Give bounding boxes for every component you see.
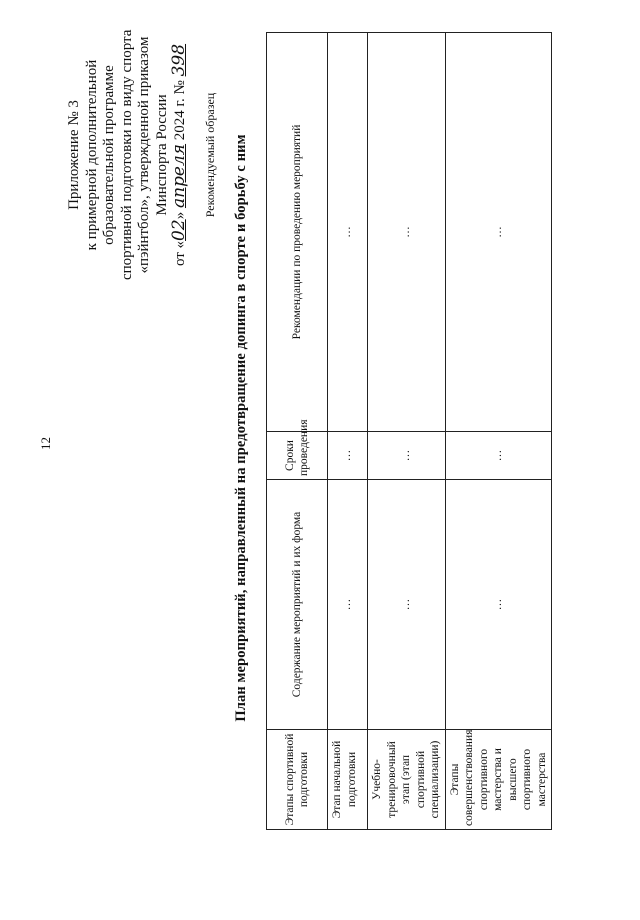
appendix-line: «пэйнтбол», утвержденной приказом — [136, 36, 152, 274]
table-row — [368, 33, 446, 830]
content-cell: … — [368, 480, 446, 730]
year-text: 2024 г. № — [172, 80, 188, 141]
appendix-line: спортивной подготовки по виду спорта — [118, 29, 135, 280]
recommended-sample-label: Рекомендуемый образец — [203, 92, 217, 218]
handwritten-day: 02 — [169, 219, 189, 241]
timing-cell: … — [328, 432, 368, 480]
table-header-row — [267, 33, 328, 830]
column-header: Содержание мероприятий и их форма — [267, 480, 328, 730]
page-number: 12 — [38, 437, 53, 450]
appendix-line: образовательной программе — [101, 65, 117, 245]
timing-cell: … — [368, 432, 446, 480]
recommendations-cell: … — [368, 33, 446, 432]
date-prefix: от « — [172, 240, 188, 267]
day-close: » — [172, 211, 188, 220]
table-row — [445, 33, 552, 830]
stage-cell: Этап начальной подготовки — [328, 730, 368, 830]
appendix-line: Приложение № 3 — [66, 100, 82, 210]
column-header: Сроки проведения — [267, 432, 328, 480]
timing-cell: … — [445, 432, 552, 480]
anti-doping-plan-table — [266, 32, 552, 830]
stage-cell: Учебно-тренировочный этап (этап спортивной специализации) — [368, 730, 446, 830]
content-cell: … — [328, 480, 368, 730]
table-row — [328, 33, 368, 830]
appendix-line: к примерной дополнительной — [83, 59, 100, 251]
handwritten-order-number: 398 — [169, 43, 189, 77]
recommendations-cell: … — [328, 33, 368, 432]
appendix-line: Минспорта России — [153, 94, 170, 216]
column-header: Этапы спортивной подготовки — [267, 730, 328, 830]
order-date-line — [171, 30, 190, 280]
recommendations-cell: … — [445, 33, 552, 432]
column-header: Рекомендации по проведению мероприятий — [267, 33, 328, 432]
appendix-header — [66, 30, 190, 280]
handwritten-month: апреля — [169, 143, 189, 209]
stage-cell: Этапы совершенствования спортивного мастерства и высшего спортивного мастерства — [445, 730, 552, 830]
document-title: План мероприятий, направленный на предотвращение допинга в спорте и борьбу с ним — [233, 134, 249, 722]
content-cell: … — [445, 480, 552, 730]
